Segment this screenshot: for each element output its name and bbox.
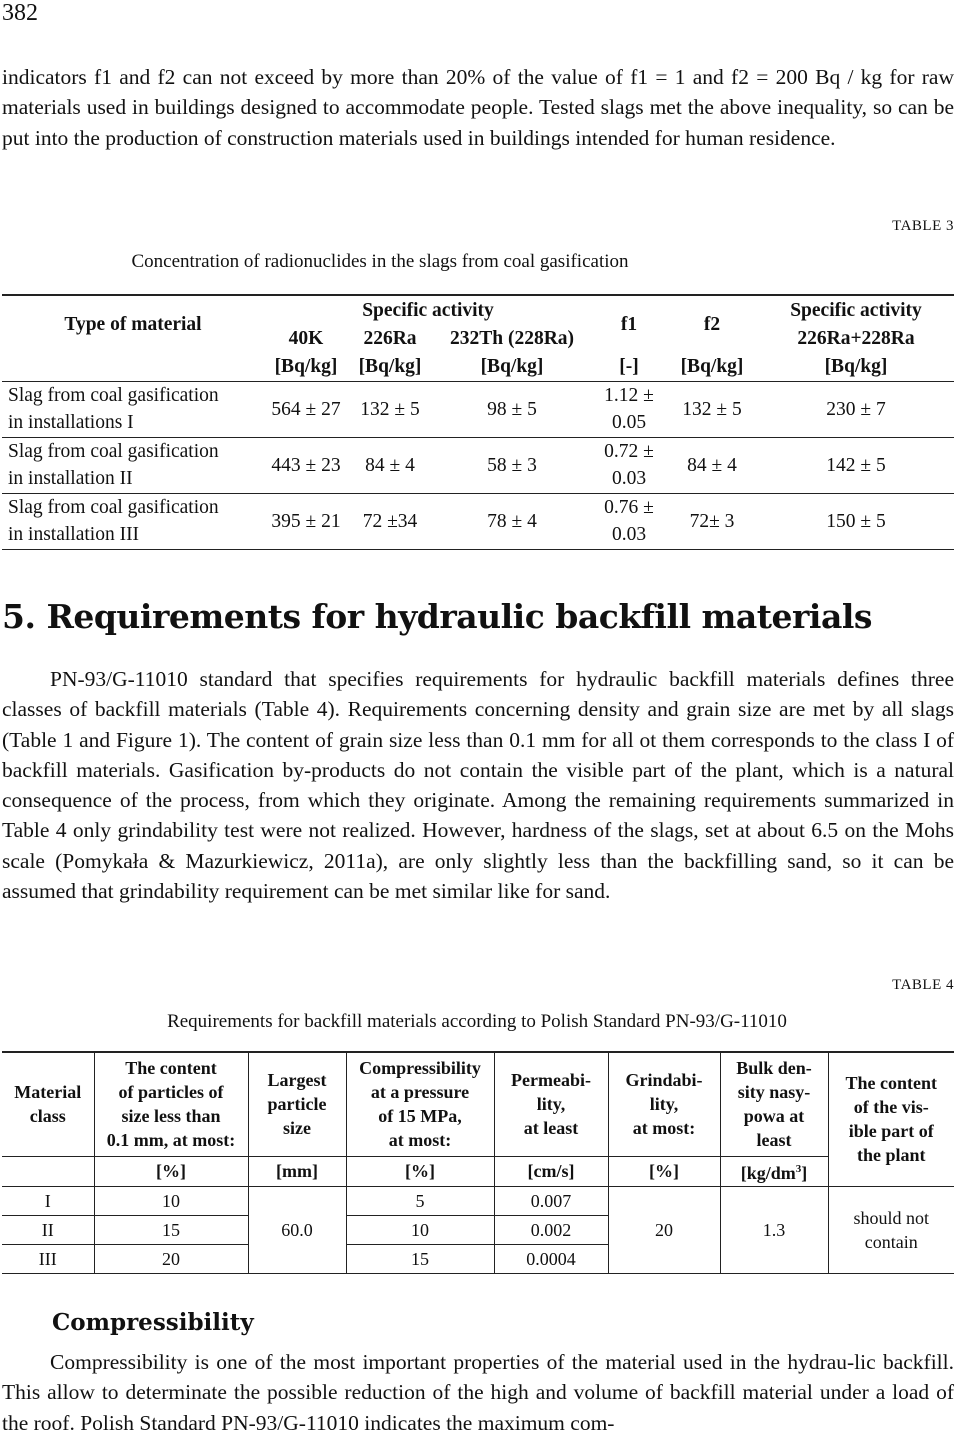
header-type-of-material: Type of material [64,314,202,335]
unit-f2: [Bq/kg] [680,356,744,378]
unit-226ra: [Bq/kg] [358,356,422,378]
header-grindability: Grindabi- lity, at most: [608,1052,720,1156]
visible-plant-value: should not contain [828,1186,954,1273]
bulk-density-value: 1.3 [720,1186,828,1273]
class-value: I [2,1186,94,1215]
value-ra-sum: 142 ± 5 [758,437,954,493]
value-f1: 0.72 ± [604,441,654,462]
header-specific-activity-2: Specific activity [790,299,922,321]
table-3-caption: Concentration of radionuclides in the slags from coal gasification [131,251,629,272]
value-232th: 58 ± 3 [432,437,592,493]
unit-232th: [Bq/kg] [480,356,544,378]
material-installation: in installation III [8,524,140,545]
value-f2: 72± 3 [666,493,758,549]
unit-bulk: $[kg/dm^3]$ [720,1156,828,1186]
perm-value: 0.002 [494,1215,608,1244]
header-specific-activity: Specific activity [362,299,494,321]
header-f2: f2 [703,314,721,335]
value-f2: 84 ± 4 [666,437,758,493]
header-232th: 232Th (228Ra) [449,328,575,349]
table-row [2,493,954,549]
value-226ra: 132 ± 5 [348,381,432,437]
value-f1-error: 0.05 [611,412,647,433]
value-f2: 132 ± 5 [666,381,758,437]
unit-compress: [%] [346,1156,494,1186]
page-number: 382 [2,0,38,26]
material-installation: in installation II [8,468,133,489]
compress-value: 15 [346,1244,494,1273]
largest-particle-value: 60.0 [248,1186,346,1273]
value-226ra: 84 ± 4 [348,437,432,493]
section-5-heading: 5. Requirements for hydraulic backfill materials [2,597,872,636]
unit-content: [%] [94,1156,248,1186]
header-bulk-density: Bulk den- sity nasy- powa at least [720,1052,828,1156]
table-row [2,1186,954,1215]
value-ra-sum: 150 ± 5 [758,493,954,549]
table-4-caption: Requirements for backfill materials according to Polish Standard PN-93/G-11010 [167,1011,787,1032]
header-f1: f1 [620,314,638,335]
header-largest-particle: Largest particle size [248,1052,346,1156]
compressibility-paragraph: Compressibility is one of the most important properties of the material used in the hydrau-lic backfill. This allow to determinate the possible reduction of the high and volume of backfill material under a load of the roof. Polish Standard PN-93/G-11010 indicates the maximum com- [2,1350,954,1435]
value-f1: 1.12 ± [604,385,654,406]
header-226ra: 226Ra [363,328,417,349]
unit-f1: [-] [619,356,639,378]
material-name: Slag from coal gasification [8,441,219,462]
unit-grind: [%] [608,1156,720,1186]
section-5-paragraph: PN-93/G-11010 standard that specifies requirements for hydraulic backfill materials defines three classes of backfill materials (Table 4). Requirements concerning density and grain size are met by all slags (Table 1 and Figure 1). The content of grain size less than 0.1 mm for all ot them corresponds to the class I of backfill materials. Gasification by-products do not contain the visible part of the plant, which is a natural consequence of the process, from which they originate. Among the remaining requirements summarized in Table 4 only grindability test were not realized. However, hardness of the slags, set at about 6.5 on the Mohs scale (Pomykała & Mazurkiewicz, 2011a), are only slightly less than the backfilling sand, so it can be assumed that grindability requirement can be met similar like for sand. [2,667,954,904]
header-40k: 40K [288,328,324,349]
value-f1: 0.76 ± [604,497,654,518]
value-226ra: 72 ±34 [348,493,432,549]
compress-value: 5 [346,1186,494,1215]
value-40k: 443 ± 23 [264,437,348,493]
backfill-requirements-table [2,1051,954,1274]
table-4-label: TABLE 4 [892,977,954,993]
class-value: III [2,1244,94,1273]
header-material-class: Material class [2,1052,94,1156]
compress-value: 10 [346,1215,494,1244]
class-value: II [2,1215,94,1244]
intro-paragraph: indicators f1 and f2 can not exceed by more than 20% of the value of f1 = 1 and f2 = 200 Bq / kg for raw materials used in buildings designed to accommodate people. Tested slags met the above inequality, so can be put into the production of construction materials used in buildings intended for human residence. [2,65,954,150]
value-40k: 395 ± 21 [264,493,348,549]
content-value: 15 [94,1215,248,1244]
header-content-fine: The content of particles of size less than 0.1 mm, at most: [94,1052,248,1156]
value-ra-sum: 230 ± 7 [758,381,954,437]
content-value: 20 [94,1244,248,1273]
header-compressibility: Compressibility at a pressure of 15 MPa, at most: [346,1052,494,1156]
table-row [2,437,954,493]
material-name: Slag from coal gasification [8,385,219,406]
grindability-value: 20 [608,1186,720,1273]
header-visible-plant: The content of the vis- ible part of the plant [828,1052,954,1186]
value-40k: 564 ± 27 [264,381,348,437]
header-permeability: Permeabi- lity, at least [494,1052,608,1156]
radionuclides-table [2,294,954,550]
content-value: 10 [94,1186,248,1215]
header-ra-sum: 226Ra+228Ra [797,328,915,349]
unit-largest: [mm] [248,1156,346,1186]
value-232th: 78 ± 4 [432,493,592,549]
material-installation: in installations I [8,412,134,433]
unit-40k: [Bq/kg] [274,356,338,378]
value-f1-error: 0.03 [611,524,647,545]
perm-value: 0.0004 [494,1244,608,1273]
unit-ra-sum: [Bq/kg] [824,356,888,378]
perm-value: 0.007 [494,1186,608,1215]
value-232th: 98 ± 5 [432,381,592,437]
compressibility-heading: Compressibility [52,1309,254,1336]
material-name: Slag from coal gasification [8,497,219,518]
table-3-label: TABLE 3 [892,218,954,234]
table-row [2,381,954,437]
value-f1-error: 0.03 [611,468,647,489]
unit-perm: [cm/s] [494,1156,608,1186]
